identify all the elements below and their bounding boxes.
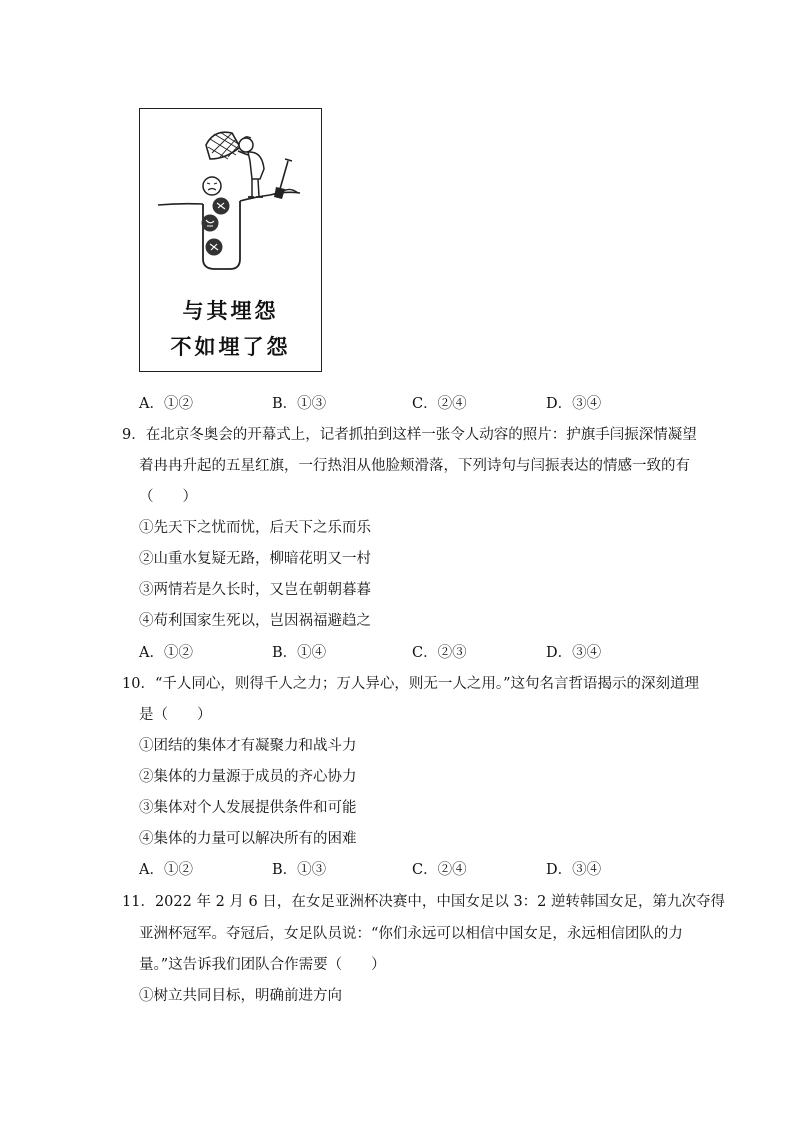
q10-item-1: ①团结的集体才有凝聚力和战斗力 <box>139 738 357 754</box>
q9-item-3: ③两情若是久长时，又岂在朝朝暮暮 <box>139 582 371 598</box>
person-icon <box>238 137 264 197</box>
q8-option-d[interactable]: D．③④ <box>546 396 602 412</box>
q8-option-a[interactable]: A．①② <box>139 396 193 412</box>
q10-item-2: ②集体的力量源于成员的齐心协力 <box>139 769 357 785</box>
complaint-ball-icon <box>203 177 221 195</box>
q10-option-c[interactable]: C．②④ <box>412 862 467 878</box>
q11-stem-line-2: 亚洲杯冠军。夺冠后，女足队员说：“你们永远可以相信中国女足，永远相信团队的力 <box>139 926 683 942</box>
q8-option-c[interactable]: C．②④ <box>412 396 467 412</box>
q9-option-c[interactable]: C．②③ <box>412 645 467 661</box>
cartoon-illustration <box>139 108 322 372</box>
q10-option-b[interactable]: B．①③ <box>272 862 327 878</box>
q10-item-4: ④集体的力量可以解决所有的困难 <box>139 831 357 847</box>
q10-stem-line-1: 10．“千人同心，则得千人之力；万人异心，则无一人之用。”这句名言哲语揭示的深刻道理 <box>122 676 700 692</box>
cartoon-drawing <box>140 109 320 289</box>
q9-item-4: ④苟利国家生死以，岂因祸福避趋之 <box>139 613 371 629</box>
q9-option-b[interactable]: B．①④ <box>272 645 327 661</box>
q9-stem-line-1: 9．在北京冬奥会的开幕式上，记者抓拍到这样一张令人动容的照片：护旗手闫振深情凝望 <box>122 427 697 443</box>
q11-stem-line-1: 11．2022 年 2 月 6 日，在女足亚洲杯决赛中，中国女足以 3：2 逆转韩国女足，第九次夺得 <box>122 894 726 910</box>
q9-option-d[interactable]: D．③④ <box>546 645 602 661</box>
q9-stem-line-2: 着冉冉升起的五星红旗，一行热泪从他脸颊滑落，下列诗句与闫振表达的情感一致的有 <box>139 458 690 474</box>
cartoon-caption-line-1: 与其埋怨 <box>182 299 279 323</box>
q9-item-2: ②山重水复疑无路，柳暗花明又一村 <box>139 551 371 567</box>
q9-stem-line-3: （ ） <box>139 489 197 505</box>
q10-item-3: ③集体对个人发展提供条件和可能 <box>139 800 357 816</box>
q9-item-1: ①先天下之忧而忧，后天下之乐而乐 <box>139 520 371 536</box>
q11-stem-line-3: 量。”这告诉我们团队合作需要（ ） <box>139 957 386 973</box>
basket-icon <box>206 132 240 159</box>
cartoon-caption-line-2: 不如埋了怨 <box>170 335 291 359</box>
q11-item-1: ①树立共同目标，明确前进方向 <box>139 988 342 1004</box>
q10-stem-line-2: 是（ ） <box>139 707 212 723</box>
q9-option-a[interactable]: A．①② <box>139 645 193 661</box>
q10-option-a[interactable]: A．①② <box>139 862 193 878</box>
q8-option-b[interactable]: B．①③ <box>272 396 327 412</box>
q10-option-d[interactable]: D．③④ <box>546 862 602 878</box>
